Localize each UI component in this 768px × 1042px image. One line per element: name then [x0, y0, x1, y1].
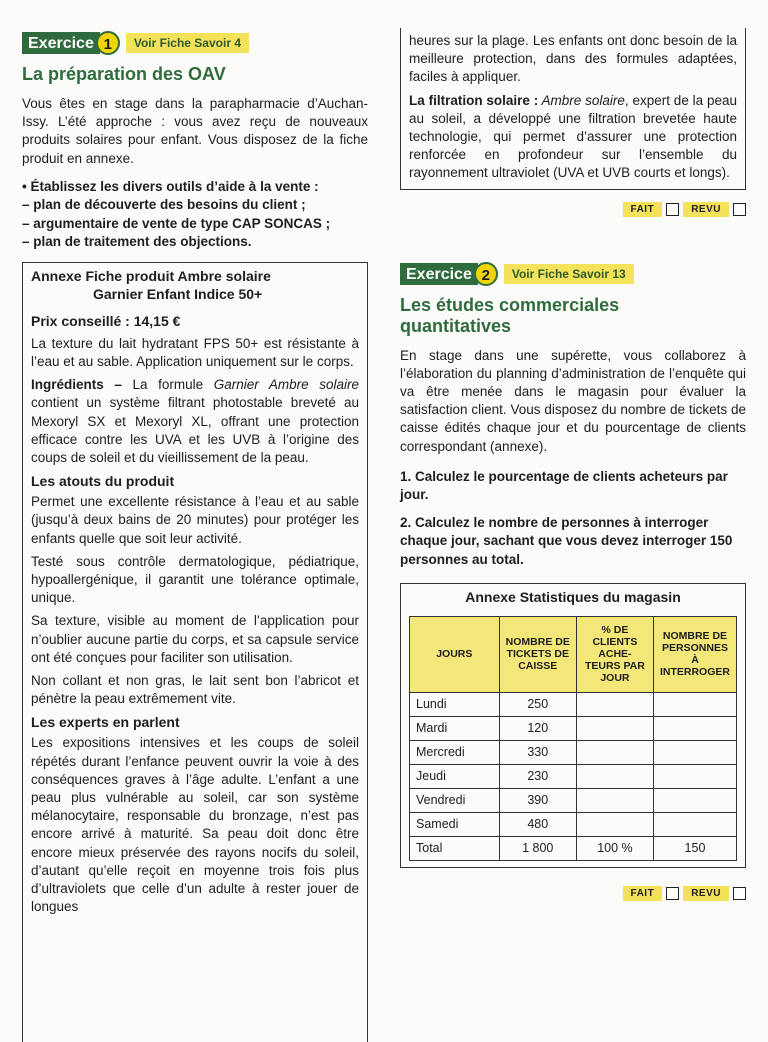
- list-item: – argumentaire de vente de type CAP SONCAS ;: [22, 215, 331, 231]
- revu-checkbox[interactable]: [733, 887, 746, 900]
- exercise-2-intro: En stage dans une supérette, vous collaborez à l’élaboration du planning d’administration de l’enquête qui va être menée dans le magasin pour évaluer la satisfaction client. Vous disposez du nombre de tickets de caisse édités chaque jour et du pourcentage de clients correspondant (annexe).: [400, 347, 746, 454]
- ingredients-text-b: contient un système filtrant photostable breveté au Mexoryl SX et Mexoryl XL, offrant une protection efficace contre les UVA et les UVB à l’origine des coups de soleil et du vieillissement de la peau.: [31, 395, 359, 466]
- atout-paragraph: Permet une excellente résistance à l’eau et au sable (jusqu’à deux bains de 20 minutes) pour protéger les enfants quelle que soit leur activité.: [31, 494, 359, 546]
- ingredients-label: Ingrédients –: [31, 377, 122, 393]
- cell-persons[interactable]: [653, 764, 736, 788]
- fait-checkbox[interactable]: [666, 887, 679, 900]
- annexe-product-sheet: [22, 262, 368, 1042]
- fait-checkbox[interactable]: [666, 203, 679, 216]
- annexe-statistics: [400, 583, 746, 868]
- exercise-2-title: Les études commerciales quantitatives: [400, 294, 620, 336]
- experts-heading: Les experts en parlent: [31, 714, 180, 731]
- cell-tickets: 120: [499, 716, 576, 740]
- cell-day: Mardi: [410, 716, 500, 740]
- atout-paragraph: Non collant et non gras, le lait sent bon l’abricot et pénètre la peau extrêmement vite.: [31, 673, 359, 707]
- cell-persons[interactable]: [653, 788, 736, 812]
- question-1: 1. Calculez le pourcentage de clients acheteurs par jour.: [400, 468, 728, 503]
- exercise-1-intro: Vous êtes en stage dans la parapharmacie d’Auchan-Issy. L’été approche : vous avez reçu de nouveaux produits solaires pour enfant. Vous disposez de la fiche produit en annexe.: [22, 96, 368, 166]
- atout-paragraph: Sa texture, visible au moment de l’application pour n’oublier aucune partie du corps, et sa capsule service ont été conçues pour faciliter son utilisation.: [31, 613, 359, 665]
- exercise-1-reference: Voir Fiche Savoir 4: [126, 33, 249, 53]
- list-item: – plan de traitement des objections.: [22, 234, 252, 250]
- cell-tickets: 330: [499, 740, 576, 764]
- cell-persons[interactable]: [653, 716, 736, 740]
- revu-label: REVU: [683, 202, 729, 217]
- cell-persons[interactable]: [653, 812, 736, 836]
- cell-day: Vendredi: [410, 788, 500, 812]
- exercise-1-task-list: [22, 178, 368, 252]
- list-item: – plan de découverte des besoins du client ;: [22, 197, 306, 213]
- exercise-2-checkboxes: [400, 886, 746, 901]
- cell-tickets: 480: [499, 812, 576, 836]
- cell-percent[interactable]: [576, 716, 653, 740]
- cell-percent[interactable]: [576, 764, 653, 788]
- exercise-1-number: 1: [96, 31, 120, 55]
- revu-label: REVU: [683, 886, 729, 901]
- column-header: NOMBRE DE PERSONNES À INTERROGER: [653, 616, 736, 692]
- right-column: [400, 0, 746, 901]
- list-item: • Établissez les divers outils d’aide à la vente :: [22, 178, 319, 194]
- annexe-title-line-1: Annexe Fiche produit Ambre solaire: [31, 267, 271, 284]
- cell-persons: 150: [653, 836, 736, 860]
- annexe-title-line-2: Garnier Enfant Indice 50+: [93, 285, 263, 302]
- cell-persons[interactable]: [653, 740, 736, 764]
- exercise-1-title: La préparation des OAV: [22, 64, 226, 84]
- cell-tickets: 1 800: [499, 836, 576, 860]
- statistics-title: Annexe Statistiques du magasin: [465, 588, 681, 605]
- annexe-continuation: [400, 28, 746, 190]
- filtration-label: La filtration solaire :: [409, 92, 539, 108]
- product-price: Prix conseillé : 14,15 €: [31, 312, 181, 329]
- left-column: [22, 0, 368, 1042]
- column-header: JOURS: [410, 616, 500, 692]
- revu-checkbox[interactable]: [733, 203, 746, 216]
- exercise-2-reference: Voir Fiche Savoir 13: [504, 264, 634, 284]
- experts-paragraph: Les expositions intensives et les coups de soleil répétés durant l’enfance peuvent ouvrir la voie à des conséquences graves à l’âge adulte. L’enfant a une peau plus vulnérable au soleil, car son système mélanocytaire, responsable du bronzage, n’est pas encore arrivé à maturité. Sa peau doit donc être encore mieux préservée des rayons nocifs du soleil, d’autant qu’elle reçoit en moyenne trois fois plus d’ultraviolets que celle d’un adulte à rester jouer de longues: [31, 735, 359, 915]
- cell-day: Mercredi: [410, 740, 500, 764]
- table-row: [410, 716, 737, 740]
- atouts-heading: Les atouts du produit: [31, 473, 175, 490]
- cell-percent[interactable]: [576, 812, 653, 836]
- exercise-1-checkboxes: [400, 202, 746, 217]
- filtration-paragraph: [409, 92, 737, 183]
- ingredients-brand: Garnier Ambre solaire: [213, 377, 359, 393]
- column-header: % DE CLIENTS ACHE-TEURS PAR JOUR: [576, 616, 653, 692]
- cell-day: Total: [410, 836, 500, 860]
- question-2: 2. Calculez le nombre de personnes à interroger chaque jour, sachant que vous devez interroger 150 personnes au total.: [400, 515, 733, 567]
- cell-percent[interactable]: [576, 740, 653, 764]
- cell-percent[interactable]: [576, 692, 653, 716]
- cell-percent[interactable]: [576, 788, 653, 812]
- product-texture: La texture du lait hydratant FPS 50+ est résistante à l’eau et au sable. Application uniquement sur le corps.: [31, 335, 359, 370]
- ingredients-text-a: La formule: [121, 377, 214, 393]
- cell-day: Jeudi: [410, 764, 500, 788]
- exercise-1-header: [22, 32, 368, 54]
- exercise-2-header: [400, 263, 746, 285]
- experts-continuation: heures sur la plage. Les enfants ont donc besoin de la meilleure protection, dans des formules adaptées, faciles à appliquer.: [409, 33, 737, 85]
- column-header: NOMBRE DE TICKETS DE CAISSE: [499, 616, 576, 692]
- product-ingredients: [31, 376, 359, 467]
- table-row: [410, 692, 737, 716]
- exercise-1-label: Exercice: [22, 32, 100, 54]
- cell-day: Lundi: [410, 692, 500, 716]
- fait-label: FAIT: [623, 202, 663, 217]
- fait-label: FAIT: [623, 886, 663, 901]
- statistics-table: [409, 616, 737, 861]
- cell-tickets: 390: [499, 788, 576, 812]
- table-total-row: [410, 836, 737, 860]
- atout-paragraph: Testé sous contrôle dermatologique, pédiatrique, hypoallergénique, il garantit une tolérance optimale, unique.: [31, 553, 359, 606]
- table-row: [410, 764, 737, 788]
- cell-day: Samedi: [410, 812, 500, 836]
- table-header-row: [410, 616, 737, 692]
- cell-tickets: 250: [499, 692, 576, 716]
- exercise-2-label: Exercice: [400, 263, 478, 285]
- cell-tickets: 230: [499, 764, 576, 788]
- table-row: [410, 740, 737, 764]
- cell-persons[interactable]: [653, 692, 736, 716]
- table-row: [410, 812, 737, 836]
- cell-percent: 100 %: [576, 836, 653, 860]
- filtration-brand: Ambre solaire: [538, 92, 625, 108]
- exercise-2-number: 2: [474, 262, 498, 286]
- filtration-text: , expert de la peau au soleil, a développé une filtration brevetée haute technologie, qui permet d’assurer une protection renforcée en profondeur sur l’ensemble du rayonnement ultraviolet (UVA et UVB courts et longs).: [409, 92, 738, 181]
- table-row: [410, 788, 737, 812]
